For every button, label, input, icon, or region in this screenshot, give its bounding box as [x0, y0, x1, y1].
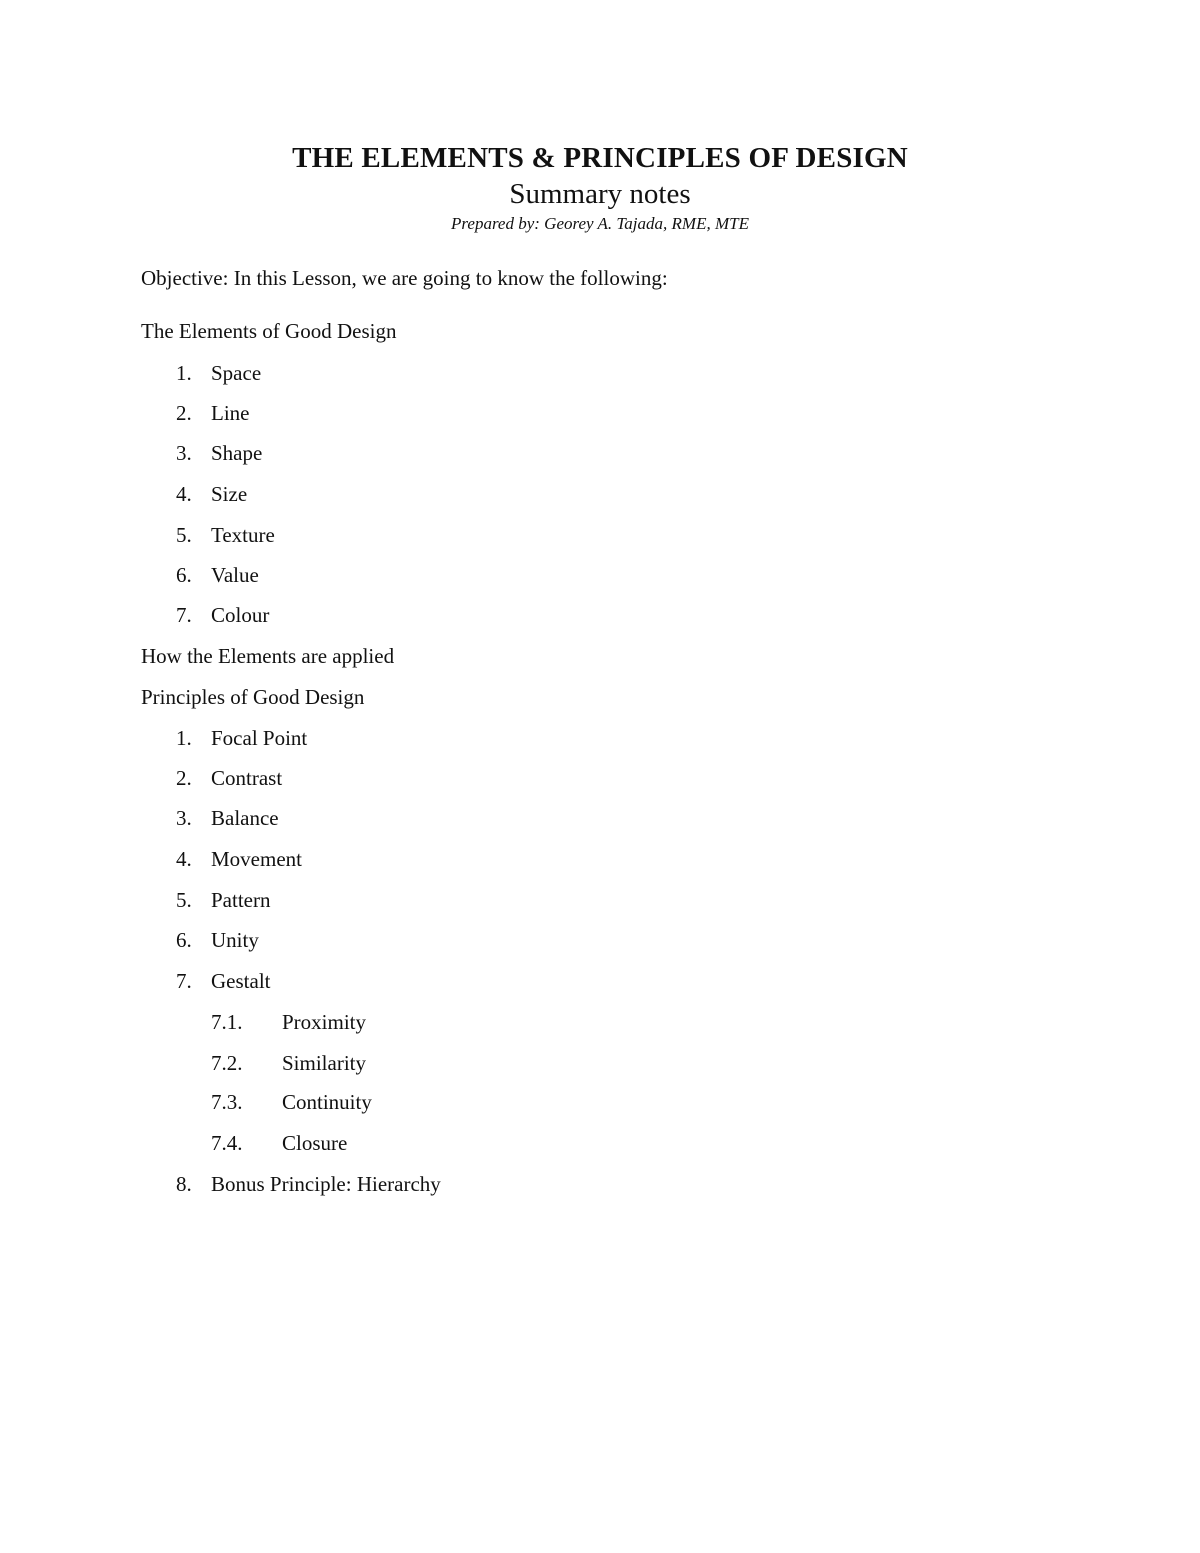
list-item-label: Unity [211, 928, 259, 952]
objective-text: Objective: In this Lesson, we are going to know the following: [141, 266, 668, 290]
list-item-label: Value [211, 563, 259, 587]
list-item-number: 2. [176, 766, 192, 790]
applied-heading: How the Elements are applied [141, 644, 395, 668]
list-item-label: Bonus Principle: Hierarchy [211, 1172, 441, 1196]
list-item-label: Texture [211, 523, 275, 547]
list-item-label: Shape [211, 441, 263, 465]
sublist-item-label: Proximity [282, 1010, 367, 1034]
list-item-label: Gestalt [211, 969, 271, 993]
list-item-number: 1. [176, 361, 192, 385]
principles-heading: Principles of Good Design [141, 685, 365, 709]
list-item-label: Space [211, 361, 262, 385]
list-item-number: 5. [176, 888, 192, 912]
list-item-number: 3. [176, 441, 192, 465]
list-item-number: 7. [176, 603, 192, 627]
list-item-number: 7. [176, 969, 192, 993]
document-subtitle: Summary notes [509, 178, 691, 210]
list-item-number: 1. [176, 726, 192, 750]
list-item-label: Contrast [211, 766, 283, 790]
list-item-number: 4. [176, 482, 192, 506]
list-item-label: Movement [211, 847, 302, 871]
list-item-label: Balance [211, 806, 279, 830]
list-item-label: Focal Point [211, 726, 308, 750]
prepared-by: Prepared by: Georey A. Tajada, RME, MTE [451, 214, 749, 233]
sublist-item-label: Similarity [282, 1051, 366, 1075]
list-item-number: 6. [176, 563, 192, 587]
list-item-number: 8. [176, 1172, 192, 1196]
list-item-number: 2. [176, 401, 192, 425]
sublist-item-number: 7.1. [211, 1010, 243, 1034]
list-item-label: Colour [211, 603, 270, 627]
sublist-item-number: 7.3. [211, 1090, 243, 1114]
sublist-item-label: Closure [282, 1131, 348, 1155]
list-item-number: 6. [176, 928, 192, 952]
sublist-item-label: Continuity [282, 1090, 372, 1114]
list-item-label: Pattern [211, 888, 271, 912]
document-title: THE ELEMENTS & PRINCIPLES OF DESIGN [292, 142, 908, 174]
sublist-item-number: 7.2. [211, 1051, 243, 1075]
sublist-item-number: 7.4. [211, 1131, 243, 1155]
elements-heading: The Elements of Good Design [141, 319, 397, 343]
list-item-number: 4. [176, 847, 192, 871]
list-item-number: 3. [176, 806, 192, 830]
list-item-label: Line [211, 401, 250, 425]
list-item-label: Size [211, 482, 248, 506]
list-item-number: 5. [176, 523, 192, 547]
